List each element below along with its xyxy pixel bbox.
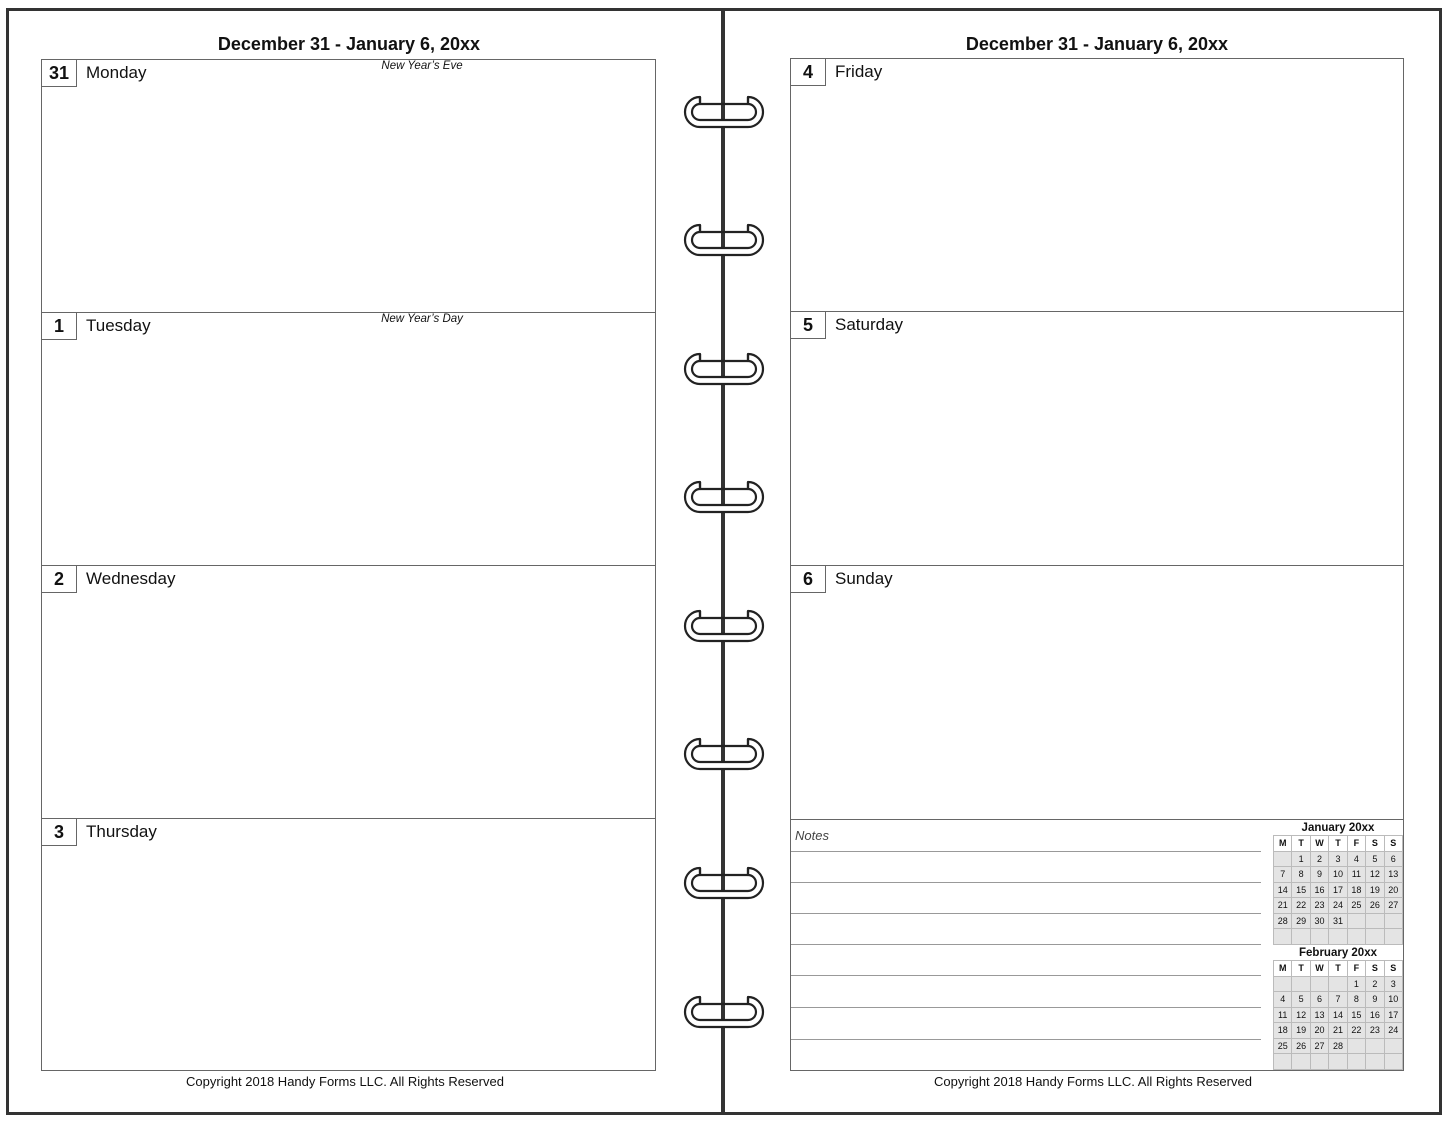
date-cell: 13 xyxy=(1384,867,1402,883)
date-cell: 2 xyxy=(1310,851,1328,867)
date-cell xyxy=(1310,976,1328,992)
date-cell xyxy=(1384,913,1402,929)
date-cell xyxy=(1366,929,1384,945)
day-box-thursday[interactable] xyxy=(41,818,656,1071)
date-cell xyxy=(1366,1038,1384,1054)
date-cell: 20 xyxy=(1384,882,1402,898)
note-line xyxy=(791,975,1261,976)
binder-ring-icon xyxy=(678,994,770,1030)
date-cell xyxy=(1292,929,1310,945)
note-line xyxy=(791,1039,1261,1040)
holiday-label: New Year’s Eve xyxy=(381,60,463,72)
weekday-label: F xyxy=(1347,836,1365,852)
date-cell: 30 xyxy=(1310,913,1328,929)
date-cell: 20 xyxy=(1310,1023,1328,1039)
date-cell xyxy=(1384,1054,1402,1070)
date-cell: 24 xyxy=(1329,898,1347,914)
date-cell: 17 xyxy=(1329,882,1347,898)
week-row xyxy=(1274,1007,1403,1023)
weekday-row xyxy=(1274,961,1403,977)
binder-ring-icon xyxy=(678,351,770,387)
date-cell xyxy=(1329,976,1347,992)
date-cell: 24 xyxy=(1384,1023,1402,1039)
day-box-friday[interactable] xyxy=(790,58,1404,312)
week-row xyxy=(1274,929,1403,945)
date-cell: 9 xyxy=(1366,992,1384,1008)
week-row xyxy=(1274,851,1403,867)
date-cell: 16 xyxy=(1366,1007,1384,1023)
date-cell: 28 xyxy=(1329,1038,1347,1054)
mini-calendar-title: February 20xx xyxy=(1299,947,1377,959)
date-cell xyxy=(1274,976,1292,992)
date-cell: 16 xyxy=(1310,882,1328,898)
date-cell: 31 xyxy=(1329,913,1347,929)
date-cell xyxy=(1366,913,1384,929)
date-cell: 5 xyxy=(1292,992,1310,1008)
weekday-label: S xyxy=(1366,836,1384,852)
weekday-label: S xyxy=(1384,836,1402,852)
date-cell: 10 xyxy=(1384,992,1402,1008)
date-cell: 25 xyxy=(1274,1038,1292,1054)
date-cell: 27 xyxy=(1384,898,1402,914)
mini-calendar-grid xyxy=(1273,960,1403,1070)
day-name: Friday xyxy=(835,62,883,81)
left-copyright: Copyright 2018 Handy Forms LLC. All Rights Reserved xyxy=(186,1074,504,1089)
right-copyright: Copyright 2018 Handy Forms LLC. All Rights Reserved xyxy=(934,1074,1252,1089)
day-number: 1 xyxy=(41,312,77,340)
date-cell xyxy=(1310,1054,1328,1070)
week-row xyxy=(1274,882,1403,898)
date-cell: 23 xyxy=(1310,898,1328,914)
date-cell: 18 xyxy=(1347,882,1365,898)
date-cell: 22 xyxy=(1292,898,1310,914)
date-cell: 6 xyxy=(1310,992,1328,1008)
weekday-label: T xyxy=(1292,961,1310,977)
date-cell: 29 xyxy=(1292,913,1310,929)
binder-ring-icon xyxy=(678,94,770,130)
day-box-tuesday[interactable] xyxy=(41,312,656,566)
date-cell: 5 xyxy=(1366,851,1384,867)
date-cell: 4 xyxy=(1347,851,1365,867)
day-number: 2 xyxy=(41,565,77,593)
date-cell: 2 xyxy=(1366,976,1384,992)
date-cell: 14 xyxy=(1274,882,1292,898)
week-row xyxy=(1274,1023,1403,1039)
date-cell: 15 xyxy=(1292,882,1310,898)
note-line xyxy=(791,944,1261,945)
day-number: 6 xyxy=(790,565,826,593)
date-cell xyxy=(1310,929,1328,945)
date-cell: 7 xyxy=(1329,992,1347,1008)
date-cell xyxy=(1292,1054,1310,1070)
date-cell: 7 xyxy=(1274,867,1292,883)
date-cell: 13 xyxy=(1310,1007,1328,1023)
date-cell: 1 xyxy=(1347,976,1365,992)
date-cell xyxy=(1347,1054,1365,1070)
date-cell: 12 xyxy=(1366,867,1384,883)
date-cell xyxy=(1384,929,1402,945)
week-row xyxy=(1274,913,1403,929)
date-cell: 12 xyxy=(1292,1007,1310,1023)
weekday-label: W xyxy=(1310,961,1328,977)
week-row xyxy=(1274,898,1403,914)
date-cell: 6 xyxy=(1384,851,1402,867)
date-cell: 3 xyxy=(1384,976,1402,992)
day-box-wednesday[interactable] xyxy=(41,565,656,819)
weekday-label: T xyxy=(1329,836,1347,852)
date-cell: 18 xyxy=(1274,1023,1292,1039)
date-cell: 25 xyxy=(1347,898,1365,914)
date-cell: 28 xyxy=(1274,913,1292,929)
date-cell: 19 xyxy=(1292,1023,1310,1039)
day-name: Monday xyxy=(86,63,147,82)
day-box-saturday[interactable] xyxy=(790,311,1404,566)
day-box-sunday[interactable] xyxy=(790,565,1404,820)
binder-ring-icon xyxy=(678,736,770,772)
left-page-title: December 31 - January 6, 20xx xyxy=(217,34,481,54)
date-cell: 8 xyxy=(1347,992,1365,1008)
mini-calendar-title: January 20xx xyxy=(1301,822,1375,834)
date-cell: 27 xyxy=(1310,1038,1328,1054)
weekday-label: F xyxy=(1347,961,1365,977)
date-cell xyxy=(1347,929,1365,945)
holiday-label: New Year’s Day xyxy=(381,313,463,325)
weekday-label: T xyxy=(1329,961,1347,977)
date-cell xyxy=(1366,1054,1384,1070)
weekday-label: W xyxy=(1310,836,1328,852)
date-cell: 3 xyxy=(1329,851,1347,867)
date-cell: 8 xyxy=(1292,867,1310,883)
weekday-label: M xyxy=(1274,836,1292,852)
date-cell: 26 xyxy=(1292,1038,1310,1054)
planner-spine xyxy=(721,8,725,1115)
date-cell: 11 xyxy=(1347,867,1365,883)
date-cell: 23 xyxy=(1366,1023,1384,1039)
day-name: Tuesday xyxy=(86,316,151,335)
date-cell: 22 xyxy=(1347,1023,1365,1039)
date-cell: 4 xyxy=(1274,992,1292,1008)
day-name: Saturday xyxy=(835,315,904,334)
binder-ring-icon xyxy=(678,479,770,515)
day-number: 5 xyxy=(790,311,826,339)
note-line xyxy=(791,1007,1261,1008)
date-cell xyxy=(1329,1054,1347,1070)
day-number: 4 xyxy=(790,58,826,86)
note-line xyxy=(791,882,1261,883)
week-row xyxy=(1274,992,1403,1008)
weekday-label: T xyxy=(1292,836,1310,852)
week-row xyxy=(1274,976,1403,992)
note-line xyxy=(791,913,1261,914)
date-cell xyxy=(1329,929,1347,945)
date-cell: 14 xyxy=(1329,1007,1347,1023)
binder-ring-icon xyxy=(678,865,770,901)
date-cell xyxy=(1347,1038,1365,1054)
day-number: 3 xyxy=(41,818,77,846)
mini-calendar-february xyxy=(1273,947,1403,1070)
weekday-label: M xyxy=(1274,961,1292,977)
date-cell: 15 xyxy=(1347,1007,1365,1023)
day-name: Thursday xyxy=(86,822,157,841)
date-cell xyxy=(1347,913,1365,929)
mini-calendar-grid xyxy=(1273,835,1403,945)
week-row xyxy=(1274,867,1403,883)
weekday-row xyxy=(1274,836,1403,852)
date-cell xyxy=(1292,976,1310,992)
date-cell xyxy=(1274,1054,1292,1070)
week-row xyxy=(1274,1038,1403,1054)
weekday-label: S xyxy=(1366,961,1384,977)
day-number: 31 xyxy=(41,59,77,87)
binder-ring-icon xyxy=(678,222,770,258)
date-cell: 17 xyxy=(1384,1007,1402,1023)
note-line xyxy=(791,851,1261,852)
date-cell xyxy=(1274,929,1292,945)
date-cell xyxy=(1384,1038,1402,1054)
binder-ring-icon xyxy=(678,608,770,644)
day-name: Sunday xyxy=(835,569,893,588)
date-cell xyxy=(1274,851,1292,867)
week-row xyxy=(1274,1054,1403,1070)
date-cell: 21 xyxy=(1274,898,1292,914)
date-cell: 9 xyxy=(1310,867,1328,883)
day-name: Wednesday xyxy=(86,569,176,588)
notes-label: Notes xyxy=(795,828,829,843)
date-cell: 11 xyxy=(1274,1007,1292,1023)
weekday-label: S xyxy=(1384,961,1402,977)
date-cell: 26 xyxy=(1366,898,1384,914)
right-page-title: December 31 - January 6, 20xx xyxy=(965,34,1229,54)
mini-calendar-january xyxy=(1273,822,1403,945)
date-cell: 1 xyxy=(1292,851,1310,867)
date-cell: 10 xyxy=(1329,867,1347,883)
date-cell: 21 xyxy=(1329,1023,1347,1039)
day-box-monday[interactable] xyxy=(41,59,656,313)
date-cell: 19 xyxy=(1366,882,1384,898)
